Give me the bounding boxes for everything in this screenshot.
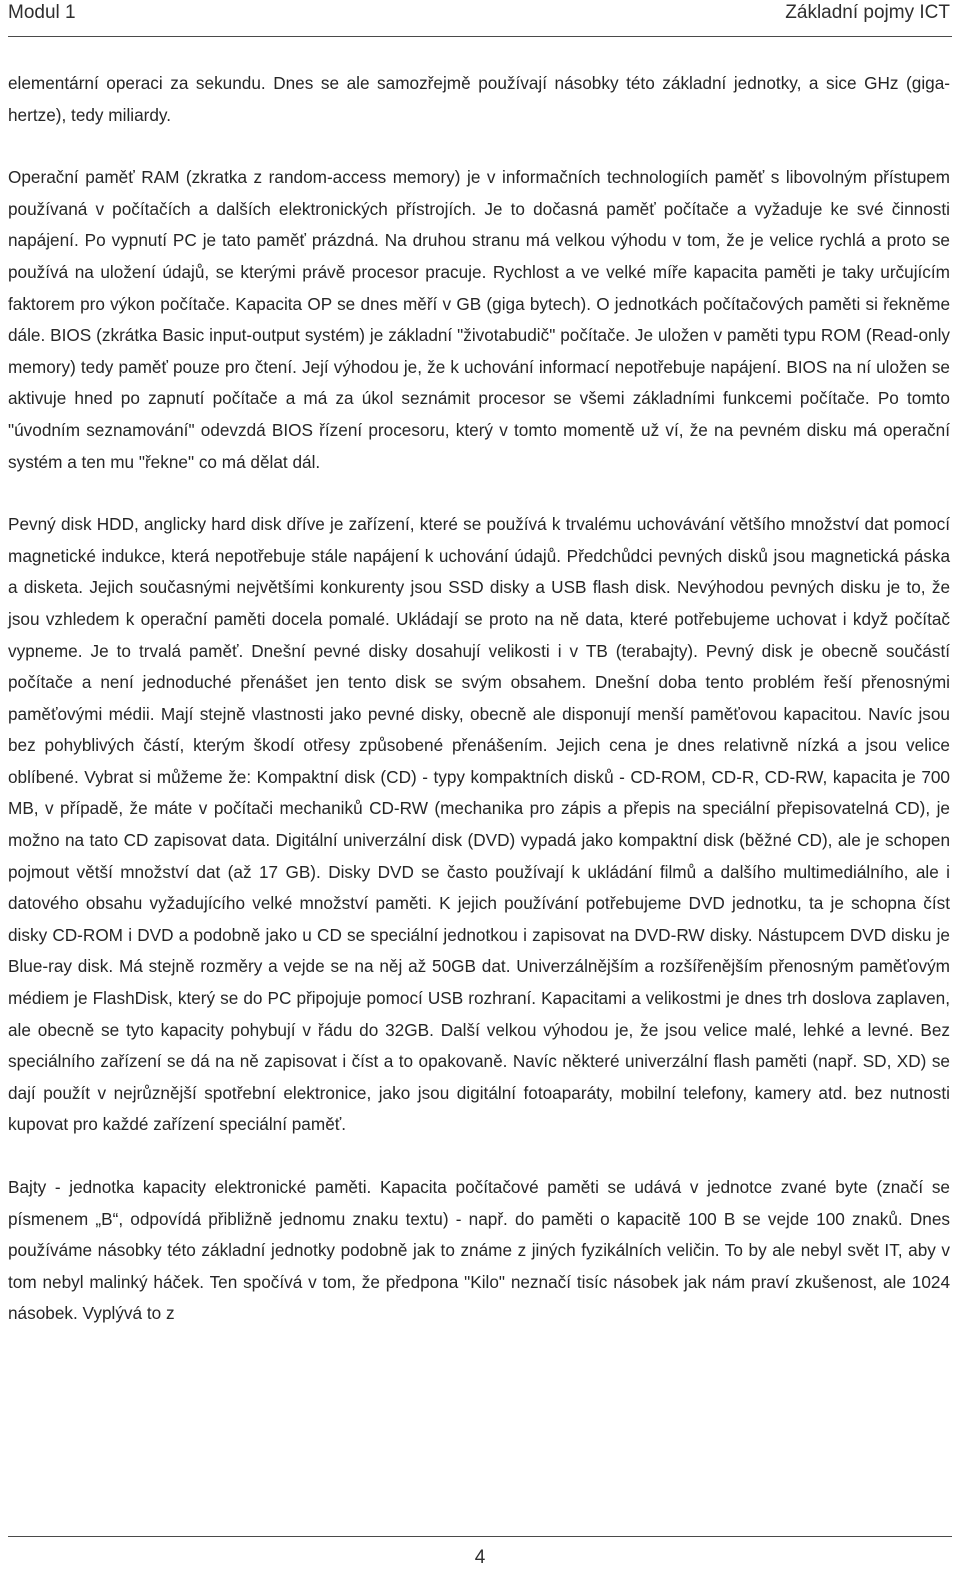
paragraph-storage: Pevný disk HDD, anglicky hard disk dříve je zařízení, které se používá k trvalému uchovávání většího množství dat pomocí magnetické indukce, která nepotřebuje stále napájení k uchování údajů. Předchůdci pevných disků jsou magnetická páska a disketa. Jejich současnými největšími konkurenty jsou SSD disky a USB flash disk. Nevýhodou pevných disku je to, že jsou vzhledem k operační paměti docela pomalé. Ukládají se proto na ně data, které potřebujeme uchovat i když počítač vypneme. Je to trvalá paměť. Dnešní pevné disky dosahují velikosti i v TB (terabajty). Pevný disk je obecně součástí počítače a není jednoduché přenášet jen tento disk se svým obsahem. Dnešní doba tento problém řeší přenosnými paměťovými médii. Mají stejně vlastnosti jako pevné disky, obecně ale disponují menší paměťovou kapacitou. Navíc jsou bez pohyblivých částí, kterým škodí otřesy způsobené přenášením. Jejich cena je dnes relativně nízká a jsou velice oblíbené. Vybrat si můžeme že: Kompaktní disk (CD) - typy kompaktních disků - CD-ROM, CD-R, CD-RW, kapacita je 700 MB, v případě, že máte v počítači mechaniků CD-RW (mechanika pro zápis a přepis na speciální přepisovatelná CD), je možno na tato CD zapisovat data. Digitální univerzální disk (DVD) vypadá jako kompaktní disk (běžné CD), ale je schopen pojmout větší množství dat (až 17 GB). Disky DVD se často používají k ukládání filmů a dalšího multimediálního, ale i datového obsahu vyžadujícího velké množství paměti. K jejich používání potřebujeme DVD jednotku, ta je schopna číst disky CD-ROM i DVD a podobně jako u CD se speciální jednotkou i zapisovat na DVD-RW disky. Nástupcem DVD disku je Blue-ray disk. Má stejně rozměry a vejde se na něj až 50GB dat. Univerzálnějším a rozšířenějším přenosným paměťovým médiem je FlashDisk, který se do PC připojuje pomocí USB rozhraní. Kapacitami a velikostmi je dnes trh doslova zaplaven, ale obecně se tyto kapacity pohybují v řádu do 32GB. Další velkou výhodou je, že jsou velice malé, lehké a levné. Bez speciálního zařízení se dá na ně zapisovat i číst a to opakovaně. Navíc některé univerzální flash paměti (např. SD, XD) se dají použít v nejrůznější spotřební elektronice, jako jsou digitální fotoaparáty, mobilní telefony, kamery atd. bez nutnosti kupovat pro každé zařízení speciální paměť. (8, 514, 950, 1135)
paragraph-cpu: elementární operaci za sekundu. Dnes se ale samozřejmě používají násobky této základní jednotky, a sice GHz (giga-hertze), tedy miliardy. (8, 73, 950, 125)
paragraph-bytes: Bajty - jednotka kapacity elektronické paměti. Kapacita počítačové paměti se udává v jednotce zvané byte (značí se písmenem „B“, odpovídá přibližně jednomu znaku textu) - např. do paměti o kapacitě 100 B se vejde 100 znaků. Dnes používáme násobky této základní jednotky podobně jak to známe z jiných fyzikálních veličin. To by ale nebyl svět IT, aby v tom nebyl malinký háček. Ten spočívá v tom, že předpona "Kilo" neznačí tisíc násobek jak nám praví zkušenost, ale 1024 násobek. Vyplývá to z (8, 1177, 950, 1324)
header-title: Základní pojmy ICT (785, 2, 950, 23)
paragraph-ram-bios: Operační paměť RAM (zkratka z random-access memory) je v informačních technologiích paměť s libovolným přístupem používaná v počítačích a dalších elektronických přístrojích. Je to dočasná paměť počítače a vyžaduje ke své činnosti napájení. Po vypnutí PC je tato paměť prázdná. Na druhou stranu má velkou výhodu v tom, že je velice rychlá a proto se používá na uložení údajů, se kterými právě procesor pracuje. Rychlost a ve velké míře kapacita paměti je taky určujícím faktorem pro výkon počítače. Kapacita OP se dnes měří v GB (giga bytech). O jednotkách počítačových paměti si řekněme dále. BIOS (zkrátka Basic input-output systém) je základní "životabudič" počítače. Je uložen v paměti typu ROM (Read-only memory) tedy paměť pouze pro čtení. Její výhodou je, že k uchování informací nepotřebuje napájení. BIOS na ní uložen se aktivuje hned po zapnutí počítače a má za úkol seznámit procesor se všemi základními funkcemi počítače. Po tomto "úvodním seznamování" odevzdá BIOS řízení procesoru, který v tomto momentě už ví, že na pevném disku má operační systém a ten mu "řekne" co má dělat dál. (8, 167, 950, 472)
page-header (8, 0, 952, 37)
header-module: Modul 1 (8, 2, 76, 23)
page-number: 4 (474, 1547, 486, 1568)
document-body (8, 68, 950, 1361)
page-footer (8, 1536, 952, 1580)
